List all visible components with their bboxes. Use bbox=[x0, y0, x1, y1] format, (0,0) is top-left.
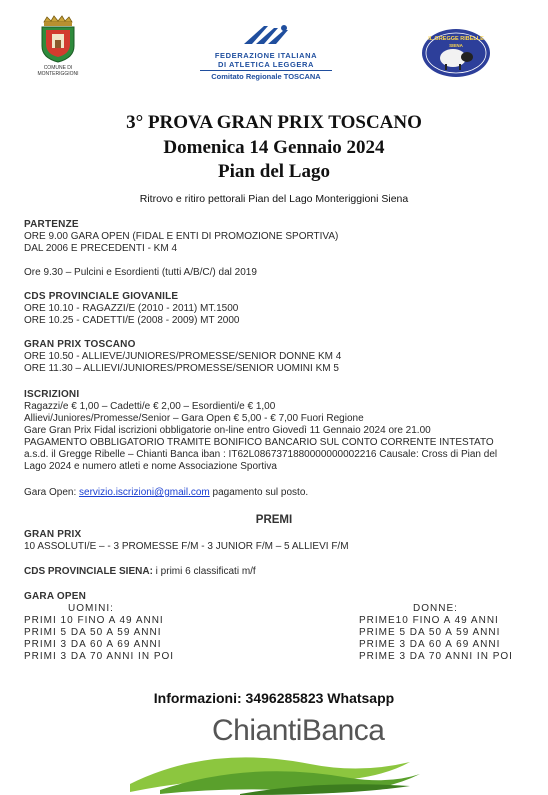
fidal-line-2: DI ATLETICA LEGGERA bbox=[217, 60, 315, 69]
premi-cds-text: i primi 6 classificati m/f bbox=[152, 566, 256, 577]
comune-label-1: COMUNE DI bbox=[43, 65, 73, 71]
gregge-text: IL GREGGE RIBELLE bbox=[428, 36, 484, 42]
iscrizioni-line: Lago 2024 e numero atleti e nome Associazione Sportiva bbox=[24, 461, 277, 472]
premi-cds-label: CDS PROVINCIALE SIENA: bbox=[24, 566, 153, 577]
fidal-comitato-label: Comitato Regionale bbox=[211, 72, 284, 81]
iscrizioni-heading: ISCRIZIONI bbox=[24, 389, 80, 400]
iscrizioni-line: Gare Gran Prix Fidal iscrizioni obbligatorie on-line entro Giovedì 11 Gennaio 2024 ore 21.00 bbox=[24, 425, 431, 436]
cds-giovanile-line: ORE 10.10 - RAGAZZI/E (2010 - 2011) MT.1500 bbox=[24, 303, 239, 314]
sponsor-hills-icon bbox=[120, 744, 430, 795]
premi-cds-line bbox=[24, 566, 256, 578]
gran-prix-heading: GRAN PRIX TOSCANO bbox=[24, 339, 136, 350]
pulcini-line: Ore 9.30 – Pulcini e Esordienti (tutti A/B/C/) dal 2019 bbox=[24, 267, 257, 278]
comune-label-2: MONTERIGGIONI bbox=[37, 71, 79, 77]
gregge-sub: SIENA bbox=[449, 43, 463, 48]
partenze-line: ORE 9.00 GARA OPEN (FIDAL E ENTI DI PROMOZIONE SPORTIVA) bbox=[24, 231, 339, 242]
comune-logo bbox=[30, 14, 86, 84]
uomini-prize: PRIMI 3 DA 60 A 69 ANNI bbox=[24, 639, 162, 650]
gara-open-suffix: pagamento sul posto. bbox=[209, 487, 309, 498]
iscrizioni-line: Ragazzi/e € 1,00 – Cadetti/e € 2,00 – Esordienti/e € 1,00 bbox=[24, 401, 276, 412]
iscrizioni-line: Allievi/Juniores/Promesse/Senior – Gara Open € 5,00 - € 7,00 Fuori Regione bbox=[24, 413, 364, 424]
comune-crest-icon bbox=[30, 14, 86, 64]
donne-prize: PRIME10 FINO A 49 ANNI bbox=[359, 615, 499, 626]
fidal-region: TOSCANA bbox=[283, 72, 321, 81]
fidal-logo bbox=[196, 22, 336, 82]
event-title: 3° PROVA GRAN PRIX TOSCANO bbox=[126, 112, 422, 133]
event-location: Pian del Lago bbox=[218, 161, 330, 182]
fidal-line-1: FEDERAZIONE ITALIANA bbox=[214, 51, 318, 60]
informazioni-line: Informazioni: 3496285823 Whatsapp bbox=[153, 690, 395, 706]
partenze-line: DAL 2006 E PRECEDENTI - KM 4 bbox=[24, 243, 178, 254]
gregge-logo bbox=[421, 28, 491, 78]
donne-prize: PRIME 3 DA 70 ANNI IN POI bbox=[359, 651, 513, 662]
fidal-comitato bbox=[196, 72, 336, 81]
cds-giovanile-line: ORE 10.25 - CADETTI/E (2008 - 2009) MT 2000 bbox=[24, 315, 240, 326]
iscrizioni-line: PAGAMENTO OBBLIGATORIO TRAMITE BONIFICO BANCARIO SUL CONTO CORRENTE INTESTATO bbox=[24, 437, 494, 448]
fidal-emblem-icon bbox=[238, 22, 294, 46]
sponsor-logo bbox=[120, 710, 430, 795]
gran-prix-line: ORE 11.30 – ALLIEVI/JUNIORES/PROMESSE/SENIOR UOMINI KM 5 bbox=[24, 363, 339, 374]
gara-open-payment bbox=[24, 487, 308, 499]
donne-label: DONNE: bbox=[413, 603, 458, 614]
fidal-divider bbox=[200, 70, 332, 71]
meeting-point: Ritrovo e ritiro pettorali Pian del Lago Monteriggioni Siena bbox=[139, 193, 409, 205]
uomini-label: UOMINI: bbox=[68, 603, 114, 614]
sponsor-name: ChiantiBanca bbox=[212, 714, 385, 747]
donne-prize: PRIME 3 DA 60 A 69 ANNI bbox=[359, 639, 501, 650]
premi-heading: PREMI bbox=[255, 514, 293, 526]
donne-prize: PRIME 5 DA 50 A 59 ANNI bbox=[359, 627, 501, 638]
partenze-heading: PARTENZE bbox=[24, 219, 79, 230]
iscrizioni-line: a.s.d. il Gregge Ribelle – Chianti Banca iban : IT62L0867371880000000002216 Causale: Cross di Pian del bbox=[24, 449, 498, 460]
uomini-prize: PRIMI 10 FINO A 49 ANNI bbox=[24, 615, 164, 626]
premi-gran-prix-heading: GRAN PRIX bbox=[24, 529, 82, 540]
registration-email-link[interactable]: servizio.iscrizioni@gmail.com bbox=[79, 487, 210, 498]
event-date: Domenica 14 Gennaio 2024 bbox=[163, 137, 385, 158]
cds-giovanile-heading: CDS PROVINCIALE GIOVANILE bbox=[24, 291, 179, 302]
uomini-prize: PRIMI 3 DA 70 ANNI IN POI bbox=[24, 651, 175, 662]
premi-gran-prix-line: 10 ASSOLUTI/E – - 3 PROMESSE F/M - 3 JUNIOR F/M – 5 ALLIEVI F/M bbox=[24, 541, 349, 552]
uomini-prize: PRIMI 5 DA 50 A 59 ANNI bbox=[24, 627, 162, 638]
gara-open-prefix: Gara Open: bbox=[24, 487, 80, 498]
gran-prix-line: ORE 10.50 - ALLIEVE/JUNIORES/PROMESSE/SENIOR DONNE KM 4 bbox=[24, 351, 342, 362]
gara-open-heading: GARA OPEN bbox=[24, 591, 86, 602]
